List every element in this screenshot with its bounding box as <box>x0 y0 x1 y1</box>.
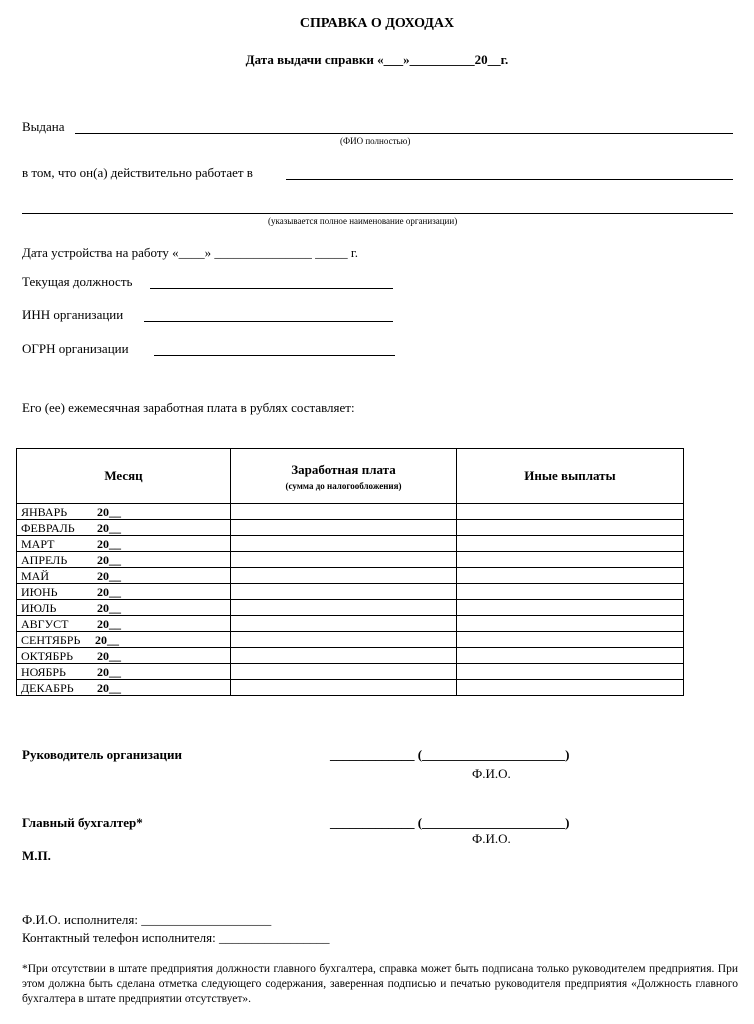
other-payments-cell[interactable] <box>457 632 684 648</box>
table-row <box>17 552 684 568</box>
month-cell <box>17 664 231 680</box>
month-name: ИЮЛЬ <box>21 600 57 615</box>
issued-to-label: Выдана <box>22 119 65 134</box>
month-name: МАРТ <box>21 536 55 551</box>
month-cell <box>17 504 231 520</box>
salary-cell[interactable] <box>231 568 457 584</box>
month-year: 20__ <box>97 520 121 535</box>
month-cell <box>17 648 231 664</box>
month-cell <box>17 600 231 616</box>
month-year: 20__ <box>97 504 121 519</box>
month-cell <box>17 552 231 568</box>
other-payments-cell[interactable] <box>457 568 684 584</box>
table-row <box>17 600 684 616</box>
other-payments-cell[interactable] <box>457 552 684 568</box>
table-row <box>17 616 684 632</box>
inn-blank-line[interactable] <box>144 321 393 322</box>
month-name: ДЕКАБРЬ <box>21 680 74 695</box>
month-name: НОЯБРЬ <box>21 664 66 679</box>
position-blank-line[interactable] <box>150 288 393 289</box>
salary-column-note: (сумма до налогообложения) <box>285 480 402 491</box>
salary-cell[interactable] <box>231 648 457 664</box>
executor-fio-line: Ф.И.О. исполнителя: ____________________ <box>22 912 272 927</box>
salary-cell[interactable] <box>231 680 457 696</box>
works-at-label: в том, что он(а) действительно работает в <box>22 165 253 180</box>
issue-date-line: Дата выдачи справки «___»__________20__г. <box>245 52 509 67</box>
inn-label: ИНН организации <box>22 307 124 322</box>
month-year: 20__ <box>97 568 121 583</box>
ogrn-label: ОГРН организации <box>22 341 129 356</box>
table-row <box>17 584 684 600</box>
month-name: ОКТЯБРЬ <box>21 648 74 663</box>
month-year: 20__ <box>97 552 121 567</box>
salary-column-title: Заработная плата <box>291 461 396 477</box>
salary-column-header <box>231 449 457 504</box>
month-year: 20__ <box>95 632 119 647</box>
month-year: 20__ <box>97 584 121 599</box>
month-cell <box>17 568 231 584</box>
salary-cell[interactable] <box>231 584 457 600</box>
fio-blank-line[interactable] <box>75 133 733 134</box>
other-payments-cell[interactable] <box>457 680 684 696</box>
accountant-label: Главный бухгалтер* <box>22 815 143 830</box>
position-label: Текущая должность <box>22 274 133 289</box>
month-year: 20__ <box>97 600 121 615</box>
footnote: *При отсутствии в штате предприятия должности главного бухгалтера, справка может быть подписана только руководителем предприятия. При этом должна быть сделана отметка следующего содержания, заверенная подписью и печатью руководителя предприятия «Должность главного бухгалтера в штате предприятии отсутствует». <box>22 963 738 1005</box>
other-payments-cell[interactable] <box>457 536 684 552</box>
month-cell <box>17 520 231 536</box>
other-payments-column-header: Иные выплаты <box>457 449 684 504</box>
org-blank-line-2[interactable] <box>22 213 733 214</box>
table-row <box>17 520 684 536</box>
salary-cell[interactable] <box>231 632 457 648</box>
ogrn-blank-line[interactable] <box>154 355 395 356</box>
table-row <box>17 632 684 648</box>
stamp-label: М.П. <box>22 848 51 863</box>
month-name: ИЮНЬ <box>21 584 58 599</box>
hire-date-line: Дата устройства на работу «____» _______________ _____ г. <box>22 245 358 260</box>
month-name: АВГУСТ <box>21 616 69 631</box>
month-cell <box>17 680 231 696</box>
other-payments-cell[interactable] <box>457 648 684 664</box>
other-payments-cell[interactable] <box>457 664 684 680</box>
salary-cell[interactable] <box>231 536 457 552</box>
month-year: 20__ <box>97 680 121 695</box>
month-name: СЕНТЯБРЬ <box>21 632 81 647</box>
salary-cell[interactable] <box>231 600 457 616</box>
other-payments-cell[interactable] <box>457 520 684 536</box>
executor-phone-line: Контактный телефон исполнителя: _________________ <box>22 930 330 945</box>
table-row <box>17 664 684 680</box>
table-row <box>17 536 684 552</box>
table-row <box>17 648 684 664</box>
table-row <box>17 504 684 520</box>
month-cell <box>17 616 231 632</box>
month-cell <box>17 536 231 552</box>
month-name: АПРЕЛЬ <box>21 552 68 567</box>
income-table <box>16 448 684 696</box>
salary-cell[interactable] <box>231 504 457 520</box>
salary-cell[interactable] <box>231 552 457 568</box>
salary-cell[interactable] <box>231 520 457 536</box>
month-name: ЯНВАРЬ <box>21 504 68 519</box>
fio-hint: (ФИО полностью) <box>340 136 411 146</box>
other-payments-cell[interactable] <box>457 504 684 520</box>
month-name: ФЕВРАЛЬ <box>21 520 75 535</box>
other-payments-cell[interactable] <box>457 616 684 632</box>
month-year: 20__ <box>97 616 121 631</box>
director-label: Руководитель организации <box>22 747 182 762</box>
salary-intro: Его (ее) ежемесячная заработная плата в рублях составляет: <box>22 400 355 415</box>
salary-cell[interactable] <box>231 616 457 632</box>
month-year: 20__ <box>97 664 121 679</box>
month-column-header: Месяц <box>17 449 231 504</box>
month-cell <box>17 584 231 600</box>
table-header-row <box>17 449 684 504</box>
org-blank-line-1[interactable] <box>286 179 733 180</box>
accountant-fio-label: Ф.И.О. <box>472 831 511 846</box>
table-row <box>17 568 684 584</box>
salary-cell[interactable] <box>231 664 457 680</box>
month-year: 20__ <box>97 648 121 663</box>
other-payments-cell[interactable] <box>457 584 684 600</box>
month-name: МАЙ <box>21 568 50 583</box>
table-row <box>17 680 684 696</box>
director-fio-label: Ф.И.О. <box>472 766 511 781</box>
document-title: СПРАВКА О ДОХОДАХ <box>299 16 455 31</box>
accountant-signature-blank[interactable]: _____________ (______________________) <box>330 815 570 830</box>
month-year: 20__ <box>97 536 121 551</box>
month-cell <box>17 632 231 648</box>
other-payments-cell[interactable] <box>457 600 684 616</box>
director-signature-blank[interactable]: _____________ (______________________) <box>330 747 570 762</box>
org-hint: (указывается полное наименование организации) <box>268 216 458 226</box>
